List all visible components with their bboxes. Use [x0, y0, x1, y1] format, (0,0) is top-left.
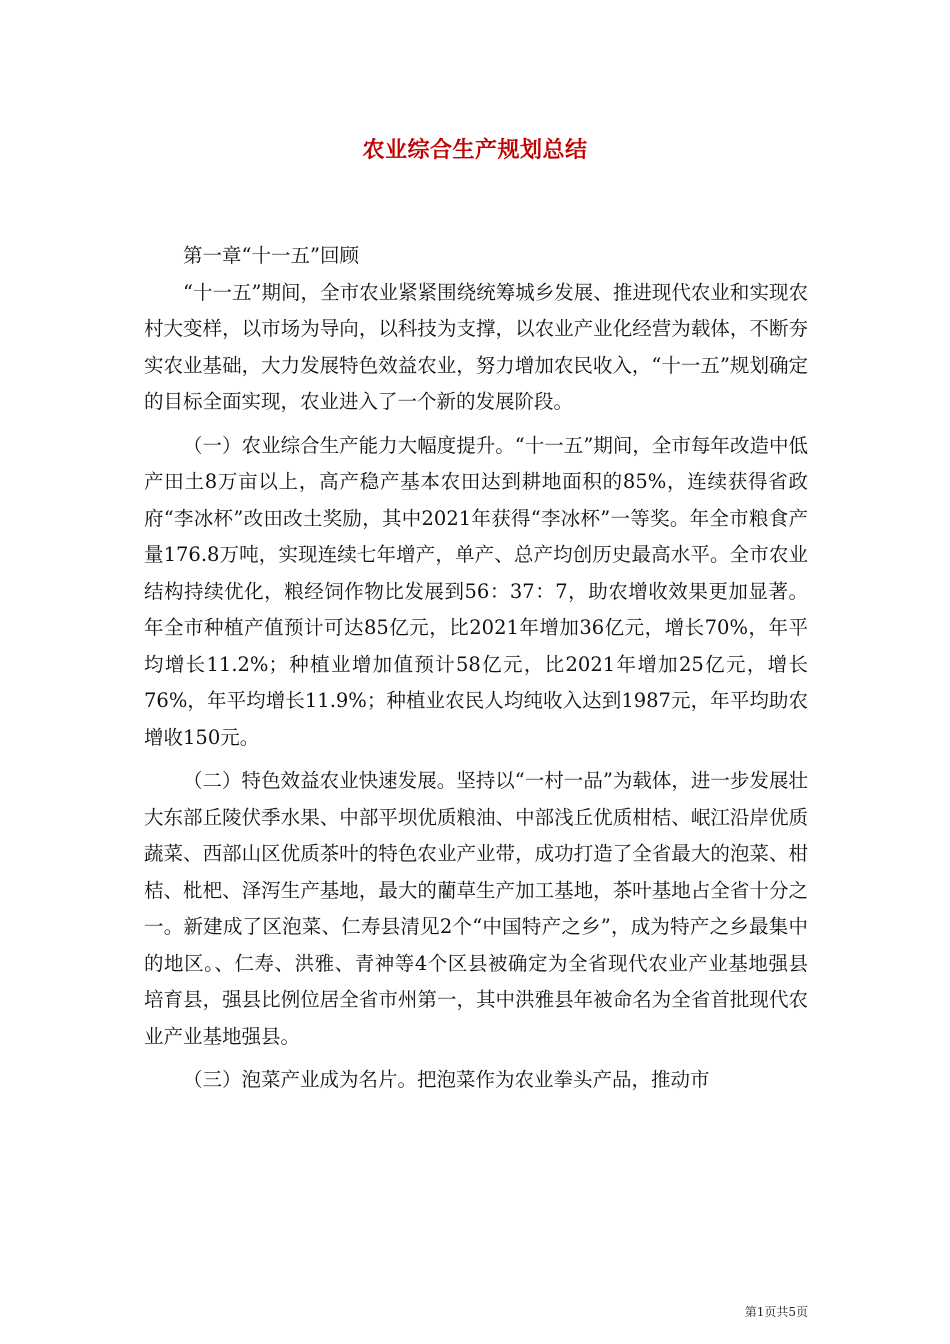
paragraph-section-2: （二）特色效益农业快速发展。坚持以“一村一品”为载体，进一步发展壮大东部丘陵伏季水果、中部平坝优质粮油、中部浅丘优质柑桔、岷江沿岸优质蔬菜、西部山区优质茶叶的特色农业产业带，成功打造了全省最大的泡菜、柑桔、枇杷、泽泻生产基地，最大的藺草生产加工基地，茶叶基地占全省十分之一。新建成了区泡菜、仁寿县清见2个“中国特产之乡”，成为特产之乡最集中的地区。、仁寿、洪雅、青神等4个区县被确定为全省现代农业产业基地强县培育县，强县比例位居全省市州第一，其中洪雅县年被命名为全省首批现代农业产业基地强县。: [144, 769, 808, 1048]
paragraph-section-1: （一）农业综合生产能力大幅度提升。“十一五”期间，全市每年改造中低产田土8万亩以上，高产稳产基本农田达到耕地面积的85%，连续获得省政府“李冰杯”改田改土奖励，其中2021年获得“李冰杯”一等奖。年全市粮食产量176.8万吨，实现连续七年增产，单产、总产均创历史最高水平。全市农业结构持续优化，粮经饲作物比发展到56：37：7，助农增收效果更加显著。年全市种植产值预计可达85亿元，比2021年增加36亿元，增长70%，年平均增长11.2%；种植业增加值预计58亿元，比2021年增加25亿元，增长76%，年平均增长11.9%；种植业农民人均纯收入达到1987元，年平均助农增收150元。: [144, 433, 808, 749]
chapter-heading: 第一章“十一五”回顾: [183, 244, 359, 267]
document-body: [144, 238, 808, 1099]
paragraph-intro: “十一五”期间，全市农业紧紧围绕统筹城乡发展、推进现代农业和实现农村大变样，以市场为导向，以科技为支撑，以农业产业化经营为载体，不断夯实农业基础，大力发展特色效益农业，努力增加农民收入，“十一五”规划确定的目标全面实现，农业进入了一个新的发展阶段。: [144, 280, 808, 413]
page-number: 第1页共5页: [744, 1305, 808, 1319]
document-title: 农业综合生产规划总结: [362, 137, 588, 163]
paragraph-section-3: （三）泡菜产业成为名片。把泡菜作为农业拳头产品，推动市: [183, 1068, 710, 1091]
